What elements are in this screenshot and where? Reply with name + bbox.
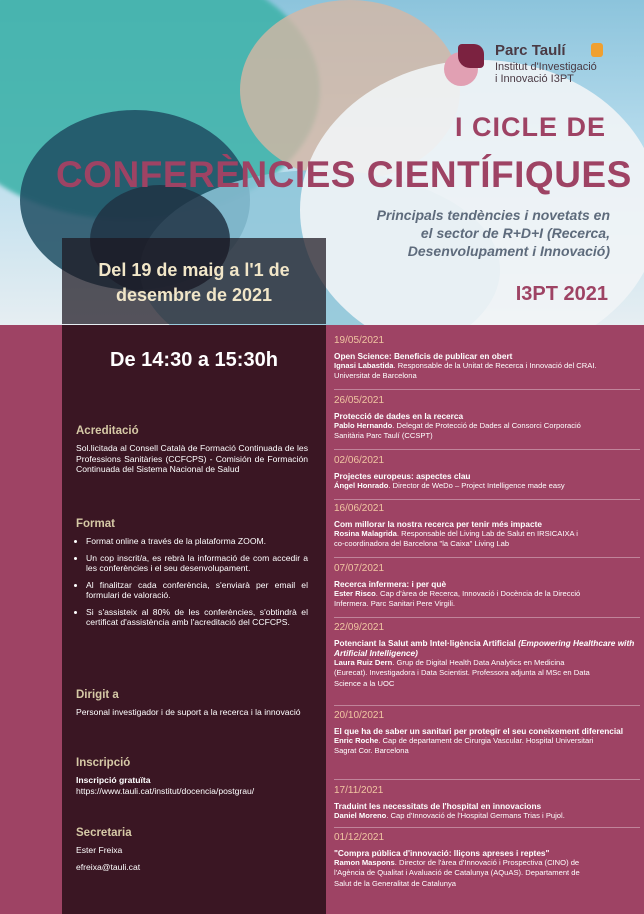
conference-title: Traduint les necessitats de l'hospital en innovacions (334, 801, 542, 811)
conference-title: Com millorar la nostra recerca per tenir més impacte (334, 519, 542, 529)
conference-title: Recerca infermera: i per què (334, 579, 447, 589)
conference-date: 19/05/2021 (334, 335, 385, 346)
title-line-1: I CICLE DE (454, 112, 606, 142)
list-item: • Format online a través de la plataforma ZOOM. (86, 536, 308, 547)
title-line-2: CONFERÈNCIES CIENTÍFIQUES (56, 154, 632, 195)
section-title: Format (76, 518, 115, 530)
conference-speaker: Pablo Hernando. Delegat de Protecció de Dades al Consorci Corporació Sanitària Parc Taulí (CCSPT) (334, 421, 581, 441)
contact-name: Ester Freixa (76, 845, 123, 855)
section-title: Acreditació (76, 425, 139, 437)
conference-title: "Compra pública d'innovació: lliçons apreses i reptes" (334, 848, 550, 858)
logo-shape-icon (458, 44, 484, 68)
schedule-hours: De 14:30 a 15:30h (110, 349, 278, 371)
section-acreditacio (76, 425, 308, 475)
section-format (76, 518, 308, 634)
list-item: • Si s'assisteix al 80% de les conferències, s'obtindrà el certificat d'assistència amb l'acreditació del CCFCPS. (86, 607, 308, 628)
conference-date: 20/10/2021 (334, 710, 385, 721)
conference-item (334, 710, 638, 757)
conference-speaker: Laura Ruiz Dern. Grup de Digital Health Data Analytics en Medicina (Eurecat). Investigadora i Data Scientist. Professora adjunta al MSc en Data Science a la UOC (334, 658, 590, 688)
conference-speaker: Ester Risco. Cap d'àrea de Recerca, Innovació i Docència de la Direcció Infermera. Parc Sanitari Pere Virgili. (334, 589, 581, 609)
divider (334, 617, 640, 618)
logo-name: Parc Taulí (495, 42, 566, 59)
conference-date: 17/11/2021 (334, 785, 384, 796)
list-item: • Un cop inscrit/a, es rebrà la informació de com accedir a les conferències i el seu desenvolupament. (86, 553, 308, 574)
conference-item (334, 503, 638, 550)
section-text: Personal investigador i de suport a la recerca i la innovació (76, 707, 301, 717)
logo-subtitle: Institut d'Investigació i Innovació I3PT (495, 61, 597, 85)
conference-date: 22/09/2021 (334, 622, 385, 633)
date-range: Del 19 de maig a l'1 de desembre de 2021 (98, 260, 290, 305)
conference-speaker: Enric Roche. Cap de departament de Cirurgia Vascular. Hospital Universitari Sagrat Cor. Barcelona (334, 736, 594, 756)
conference-item (334, 335, 638, 382)
conference-item (334, 455, 638, 491)
date-range-box (62, 238, 326, 324)
conference-speaker: Ramon Maspons. Director de l'àrea d'Innovació i Prospectiva (CINO) de l'Agència de Qualitat i Avaluació de Catalunya (AQuAS). Departament de Salut de la Generalitat de Catalunya (334, 858, 580, 888)
conference-list (326, 325, 644, 914)
conference-item (334, 832, 638, 889)
logo-accent-icon (591, 43, 603, 57)
divider (334, 705, 640, 706)
conference-item (334, 395, 638, 442)
conference-title: Open Science: Beneficis de publicar en obert (334, 351, 513, 361)
section-title: Dirigit a (76, 689, 119, 701)
conference-date: 01/12/2021 (334, 832, 385, 843)
conference-date: 16/06/2021 (334, 503, 385, 514)
conference-title: Protecció de dades en la recerca (334, 411, 464, 421)
list-item: • Al finalitzar cada conferència, s'enviarà per email el formulari de valoració. (86, 580, 308, 601)
subtitle: Principals tendències i novetats en el sector de R+D+I (Recerca, Desenvolupament i Innovació) (376, 207, 610, 259)
free-registration: Inscripció gratuïta (76, 775, 151, 785)
conference-date: 02/06/2021 (334, 455, 385, 466)
conference-item (334, 622, 638, 689)
section-text: Sol.licitada al Consell Català de Formació Continuada de les Professions Sanitàries (CCFCPS) - Comisión de Formación Continuada del Sistema Nacional de Salud (76, 443, 308, 474)
contact-email[interactable]: efreixa@tauli.cat (76, 861, 141, 872)
conference-item (334, 563, 638, 610)
conference-date: 07/07/2021 (334, 563, 385, 574)
registration-link[interactable]: https://www.tauli.cat/institut/docencia/postgrau/ (76, 785, 255, 796)
divider (334, 449, 640, 450)
conference-speaker: Ángel Honrado. Director de WeDo – Project Intelligence made easy (334, 481, 565, 490)
divider (334, 827, 640, 828)
section-title: Secretaria (76, 827, 132, 839)
divider (334, 779, 640, 780)
conference-item (334, 785, 638, 821)
conference-speaker: Ignasi Labastida. Responsable de la Unitat de Recerca i Innovació del CRAI. Universitat de Barcelona (334, 361, 597, 381)
format-list (76, 536, 308, 628)
conference-speaker: Daniel Moreno. Cap d'Innovació de l'Hospital Germans Trias i Pujol. (334, 811, 565, 820)
institute-logo (440, 42, 630, 86)
edition-tag: I3PT 2021 (515, 283, 608, 305)
conference-title: Projectes europeus: aspectes clau (334, 471, 471, 481)
divider (334, 557, 640, 558)
conference-date: 26/05/2021 (334, 395, 385, 406)
conference-title: Potenciant la Salut amb Intel·ligència Artificial (Empowering Healthcare with Artificial Intelligence) (334, 638, 635, 658)
section-title: Inscripció (76, 757, 131, 769)
conference-title: El que ha de saber un sanitari per protegir el seu coneixement diferencial (334, 726, 624, 736)
divider (334, 389, 640, 390)
section-secretaria (76, 827, 308, 872)
section-dirigit (76, 689, 308, 718)
info-panel (62, 325, 326, 914)
conference-speaker: Rosina Malagrida. Responsable del Living Lab de Salut en IRSICAIXA i co-coordinadora del Barcelona "la Caixa" Living Lab (334, 529, 578, 549)
section-inscripcio (76, 757, 308, 796)
divider (334, 499, 640, 500)
